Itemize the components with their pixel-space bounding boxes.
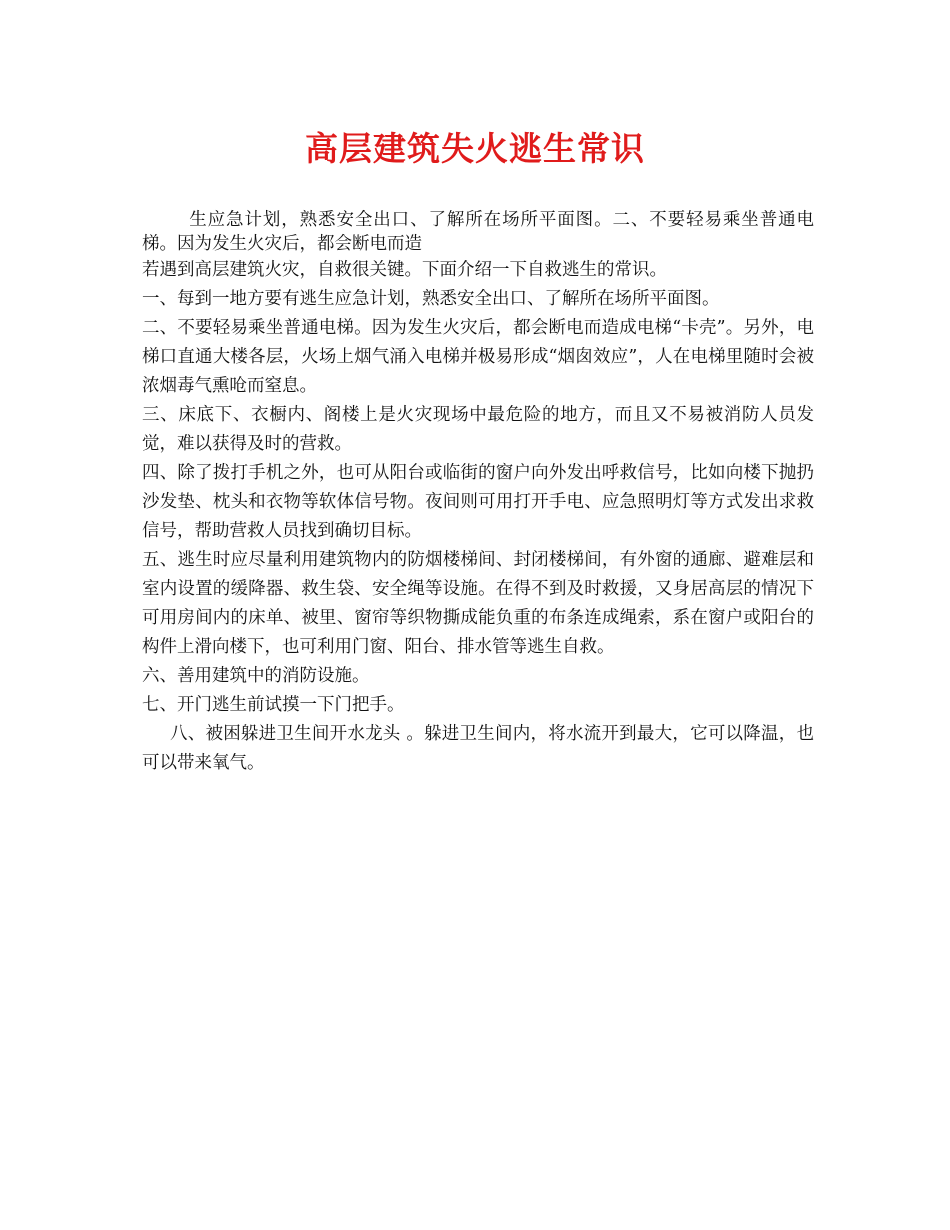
paragraph-item-1: 一、每到一地方要有逃生应急计划，熟悉安全出口、了解所在场所平面图。 [142,289,720,309]
document-title: 高层建筑失火逃生常识 [305,129,645,168]
paragraph-item-8: 八、被困躲进卫生间开水龙头 。躲进卫生间内，将水流开到最大，它可以降温，也可以带来氧气。 [142,724,814,773]
paragraph-intro: 若遇到高层建筑火灾，自救很关键。下面介绍一下自救逃生的常识。 [142,260,667,280]
document-body [142,208,814,778]
paragraph-item-2: 二、不要轻易乘坐普通电梯。因为发生火灾后，都会断电而造成电梯“卡壳”。另外，电梯口直通大楼各层，火场上烟气涌入电梯并极易形成“烟囱效应”，人在电梯里随时会被浓烟毒气熏呛而窒息。 [142,318,814,396]
paragraph-item-6: 六、善用建筑中的消防设施。 [142,666,370,686]
paragraph-item-4: 四、除了拨打手机之外，也可从阳台或临街的窗户向外发出呼救信号，比如向楼下抛扔沙发垫、枕头和衣物等软体信号物。夜间则可用打开手电、应急照明灯等方式发出求救信号，帮助营救人员找到确切目标。 [142,463,814,541]
paragraph-item-3: 三、床底下、衣橱内、阁楼上是火灾现场中最危险的地方，而且又不易被消防人员发觉，难以获得及时的营救。 [142,405,814,454]
paragraph-item-5: 五、逃生时应尽量利用建筑物内的防烟楼梯间、封闭楼梯间，有外窗的通廊、避难层和室内设置的缓降器、救生袋、安全绳等设施。在得不到及时救援，又身居高层的情况下可用房间内的床单、被里、窗帘等织物撕成能负重的布条连成绳索，系在窗户或阳台的构件上滑向楼下，也可利用门窗、阳台、排水管等逃生自救。 [142,550,814,657]
paragraph-item-7: 七、开门逃生前试摸一下门把手。 [142,695,405,715]
paragraph-intro-fragment: 生应急计划，熟悉安全出口、了解所在场所平面图。二、不要轻易乘坐普通电梯。因为发生火灾后，都会断电而造 [142,210,814,254]
